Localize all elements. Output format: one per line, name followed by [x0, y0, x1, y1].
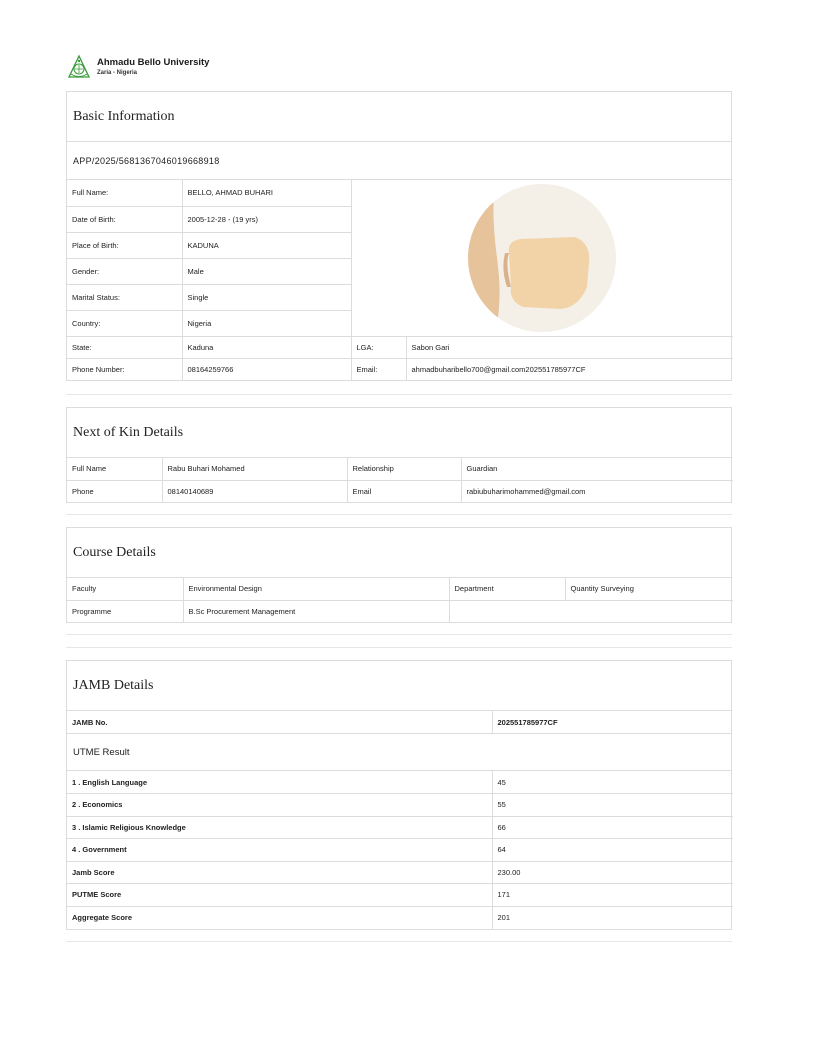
user-avatar-placeholder-icon [467, 183, 617, 333]
basic-information-table [67, 180, 733, 380]
place-of-birth-label: Place of Birth: [67, 232, 182, 258]
application-number: APP/2025/5681367046019668918 [67, 142, 731, 180]
email-label: Email: [351, 358, 406, 380]
jamb-number-table [67, 711, 733, 733]
dob-label: Date of Birth: [67, 206, 182, 232]
section-divider [66, 647, 732, 648]
next-of-kin-table [67, 458, 733, 502]
empty-cell [449, 600, 733, 622]
state-value: Kaduna [182, 336, 351, 358]
faculty-label: Faculty [67, 578, 183, 600]
email-value: ahmadbuharibello700@gmail.com202551785977CF [406, 358, 733, 380]
faculty-value: Environmental Design [183, 578, 449, 600]
aggregate-score-label: Aggregate Score [67, 906, 492, 929]
phone-value: 08164259766 [182, 358, 351, 380]
subject-label: 2 . Economics [67, 794, 492, 817]
subject-score: 66 [492, 816, 733, 839]
course-details-card [66, 527, 732, 623]
phone-label: Phone Number: [67, 358, 182, 380]
jamb-details-title: JAMB Details [67, 661, 731, 711]
place-of-birth-value: KADUNA [182, 232, 351, 258]
kin-phone-label: Phone [67, 480, 162, 502]
kin-name-label: Full Name [67, 458, 162, 480]
university-name: Ahmadu Bello University [97, 56, 210, 68]
page-header [66, 52, 209, 82]
putme-score-value: 171 [492, 884, 733, 907]
programme-value: B.Sc Procurement Management [183, 600, 449, 622]
lga-value: Sabon Gari [406, 336, 733, 358]
marital-status-value: Single [182, 284, 351, 310]
section-divider [66, 941, 732, 942]
section-divider [66, 514, 732, 515]
next-of-kin-title: Next of Kin Details [67, 408, 731, 458]
marital-status-label: Marital Status: [67, 284, 182, 310]
aggregate-score-value: 201 [492, 906, 733, 929]
gender-label: Gender: [67, 258, 182, 284]
basic-information-title: Basic Information [67, 92, 731, 142]
full-name-value: BELLO, AHMAD BUHARI [182, 180, 351, 206]
next-of-kin-card [66, 407, 732, 503]
kin-email-value: rabiubuharimohammed@gmail.com [461, 480, 733, 502]
department-value: Quantity Surveying [565, 578, 733, 600]
dob-value: 2005-12-28 - (19 yrs) [182, 206, 351, 232]
subject-label: 4 . Government [67, 839, 492, 862]
subject-score: 64 [492, 839, 733, 862]
kin-relationship-value: Guardian [461, 458, 733, 480]
jamb-number-value: 202551785977CF [492, 711, 733, 733]
utme-result-table [67, 771, 733, 929]
jamb-score-label: Jamb Score [67, 861, 492, 884]
subject-label: 1 . English Language [67, 771, 492, 794]
subject-score: 55 [492, 794, 733, 817]
utme-result-title: UTME Result [67, 733, 731, 771]
section-divider [66, 394, 732, 395]
kin-email-label: Email [347, 480, 461, 502]
passport-photo [351, 180, 733, 336]
subject-score: 45 [492, 771, 733, 794]
kin-relationship-label: Relationship [347, 458, 461, 480]
university-location: Zaria - Nigeria [97, 69, 138, 76]
lga-label: LGA: [351, 336, 406, 358]
programme-label: Programme [67, 600, 183, 622]
state-label: State: [67, 336, 182, 358]
basic-information-card [66, 91, 732, 381]
jamb-score-value: 230.00 [492, 861, 733, 884]
kin-name-value: Rabu Buhari Mohamed [162, 458, 347, 480]
putme-score-label: PUTME Score [67, 884, 492, 907]
course-details-table [67, 578, 733, 622]
country-label: Country: [67, 310, 182, 336]
course-details-title: Course Details [67, 528, 731, 578]
jamb-number-label: JAMB No. [67, 711, 492, 733]
kin-phone-value: 08140140689 [162, 480, 347, 502]
country-value: Nigeria [182, 310, 351, 336]
section-divider [66, 634, 732, 635]
abu-crest-logo [66, 54, 92, 80]
full-name-label: Full Name: [67, 180, 182, 206]
subject-label: 3 . Islamic Religious Knowledge [67, 816, 492, 839]
department-label: Department [449, 578, 565, 600]
gender-value: Male [182, 258, 351, 284]
jamb-details-card [66, 660, 732, 930]
